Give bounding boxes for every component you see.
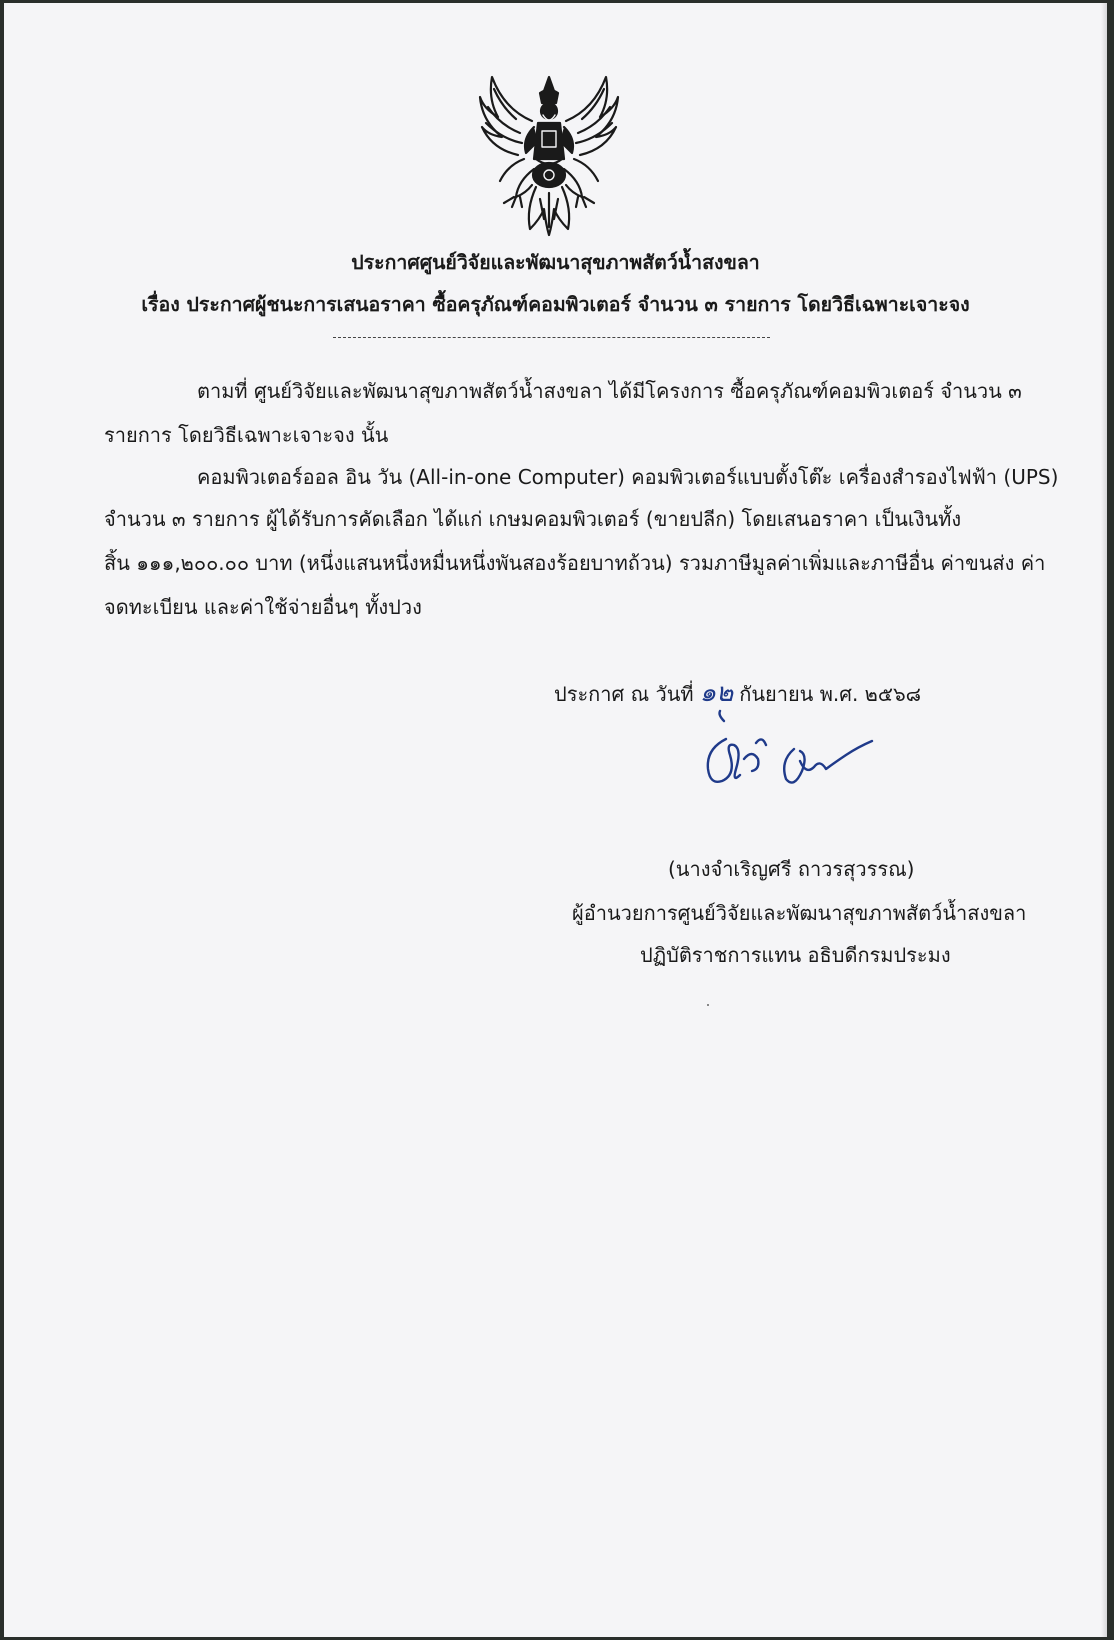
announcement-subject: เรื่อง ประกาศผู้ชนะการเสนอราคา ซื้อครุภัณฑ์คอมพิวเตอร์ จำนวน ๓ รายการ โดยวิธีเฉพาะเจาะจง xyxy=(141,293,970,316)
scan-speck xyxy=(707,1004,709,1006)
signatory-acting-role: ปฏิบัติราชการแทน อธิบดีกรมประมง xyxy=(640,943,951,967)
date-month-year: กันยายน พ.ศ. ๒๕๖๘ xyxy=(739,682,922,706)
announcement-title: ประกาศศูนย์วิจัยและพัฒนาสุขภาพสัตว์น้ำสงขลา xyxy=(351,251,760,274)
body-paragraph-line: คอมพิวเตอร์ออล อิน วัน (All-in-one Computer) คอมพิวเตอร์แบบตั้งโต๊ะ เครื่องสำรองไฟฟ้า (UPS) xyxy=(197,465,1059,489)
announcement-date xyxy=(554,679,921,708)
body-paragraph-line: รายการ โดยวิธีเฉพาะเจาะจง นั้น xyxy=(104,423,389,447)
date-prefix: ประกาศ ณ วันที่ xyxy=(554,682,694,706)
document-page xyxy=(4,3,1107,1637)
body-paragraph-line: จำนวน ๓ รายการ ผู้ได้รับการคัดเลือก ได้แก่ เกษมคอมพิวเตอร์ (ขายปลีก) โดยเสนอราคา เป็นเงินทั้ง xyxy=(104,507,962,531)
body-paragraph-line: สิ้น ๑๑๑,๒๐๐.๐๐ บาท (หนึ่งแสนหนึ่งหมื่นหนึ่งพันสองร้อยบาทถ้วน) รวมภาษีมูลค่าเพิ่มและภาษีอื่น ค่าขนส่ง ค่า xyxy=(104,551,1046,575)
header-divider xyxy=(333,337,770,338)
body-paragraph-line: จดทะเบียน และค่าใช้จ่ายอื่นๆ ทั้งปวง xyxy=(104,595,422,619)
handwritten-signature-icon xyxy=(696,709,896,809)
signatory-position: ผู้อำนวยการศูนย์วิจัยและพัฒนาสุขภาพสัตว์น้ำสงขลา xyxy=(572,901,1027,925)
garuda-emblem-icon xyxy=(474,69,624,237)
date-day-handwritten: ๑๒ xyxy=(699,678,734,708)
body-paragraph-line: ตามที่ ศูนย์วิจัยและพัฒนาสุขภาพสัตว์น้ำสงขลา ได้มีโครงการ ซื้อครุภัณฑ์คอมพิวเตอร์ จำนวน ๓ xyxy=(197,379,1022,403)
signatory-name: (นางจำเริญศรี ถาวรสุวรรณ) xyxy=(668,857,915,881)
page-edge-shadow xyxy=(1101,3,1107,1637)
